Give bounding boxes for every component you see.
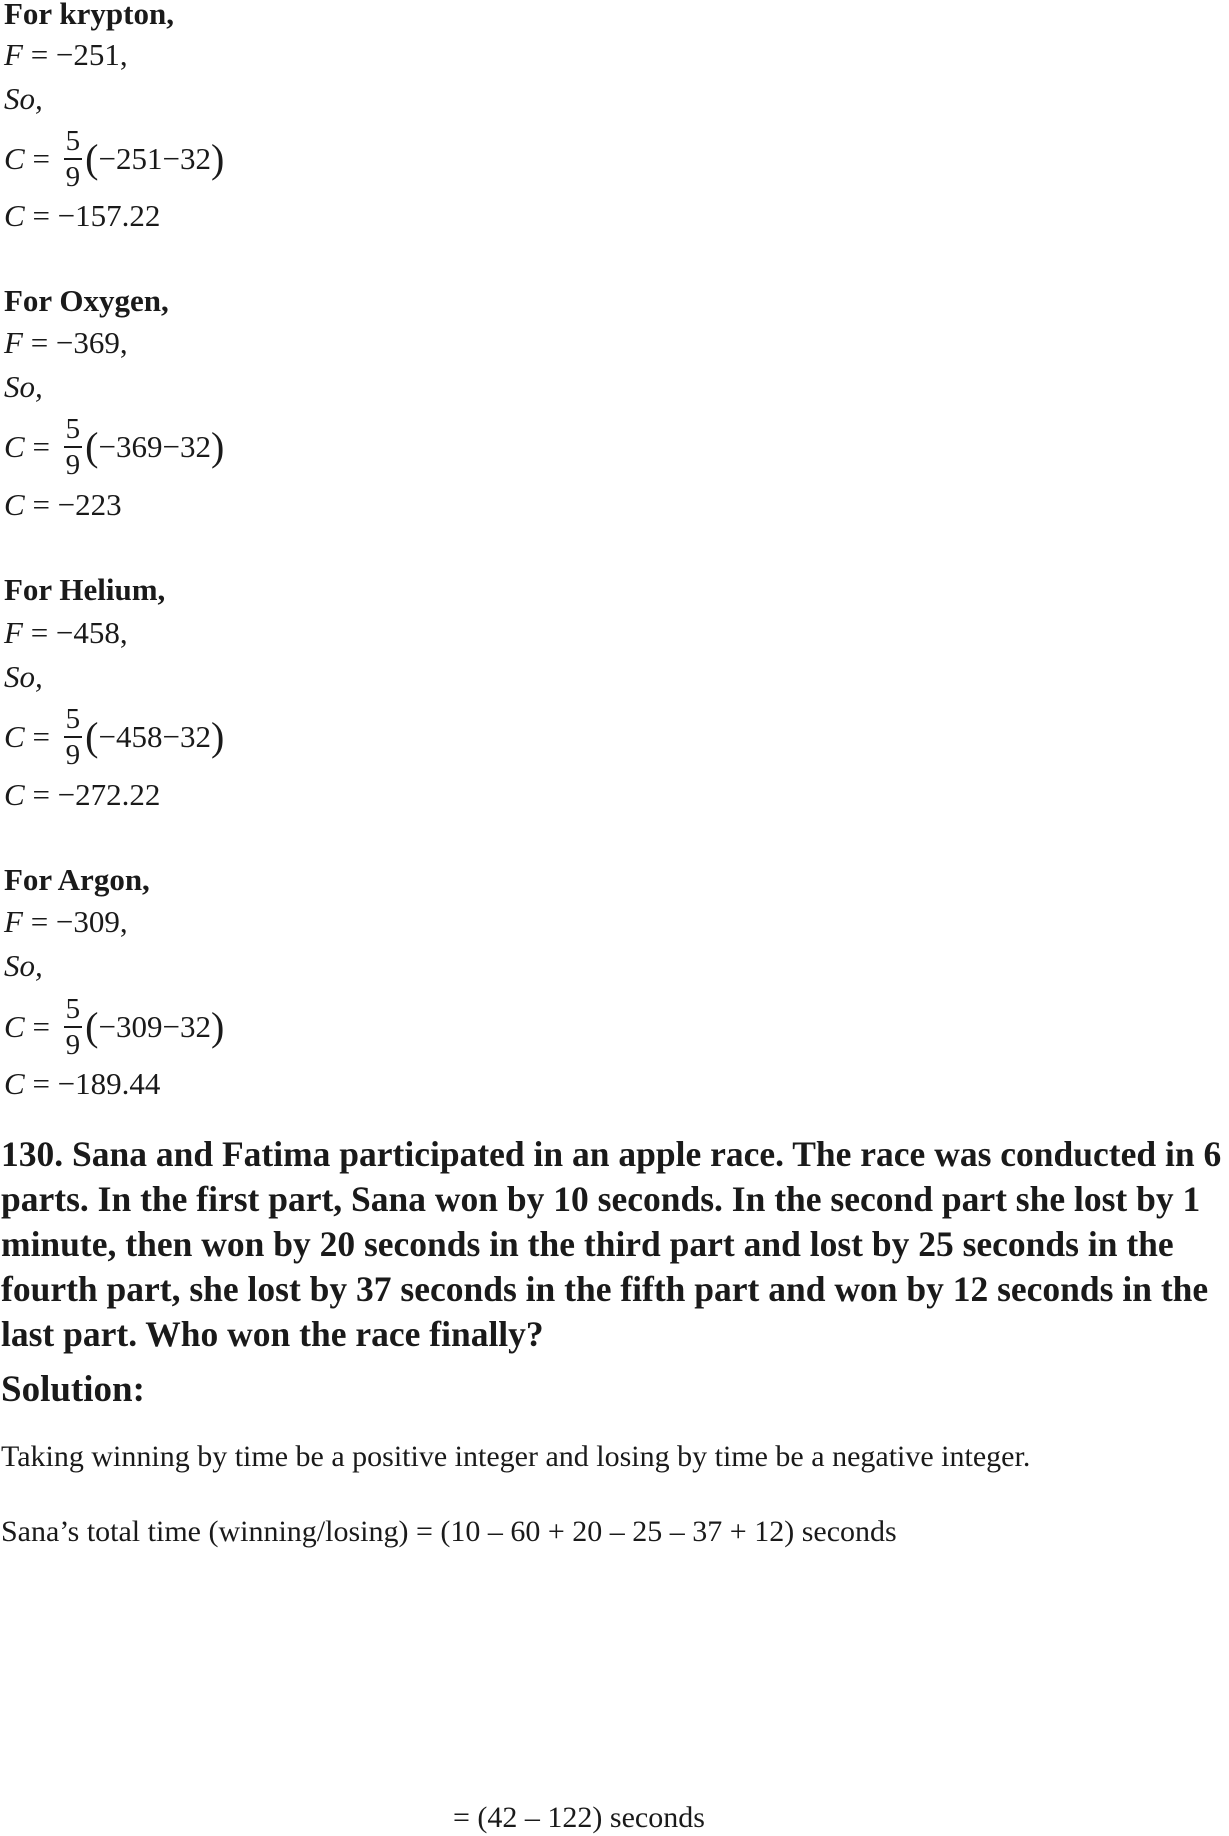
right-paren: ) — [210, 136, 225, 181]
argon-formula — [4, 993, 224, 1061]
solution-line-3: = (42 – 122) seconds — [453, 1801, 705, 1834]
fraction-numerator: 5 — [64, 413, 83, 448]
right-paren: ) — [210, 1004, 225, 1049]
argon-heading: For Argon, — [4, 862, 150, 897]
helium-f-line — [4, 615, 128, 651]
c-symbol: C — [4, 1009, 25, 1044]
left-paren: ( — [85, 424, 99, 469]
left-paren: ( — [85, 1004, 99, 1049]
krypton-formula — [4, 125, 224, 193]
krypton-result-line — [4, 198, 160, 234]
equals-sign: = — [24, 429, 58, 464]
right-paren: ) — [210, 714, 225, 759]
fraction-numerator: 5 — [64, 703, 83, 738]
solution-heading: Solution: — [1, 1369, 145, 1410]
helium-paren-expr: −458−32 — [98, 719, 211, 754]
solution-line-2: Sana’s total time (winning/losing) = (10 – 60 + 20 – 25 – 37 + 12) seconds — [1, 1515, 897, 1548]
fraction-denominator: 9 — [65, 449, 81, 481]
oxygen-result-line — [4, 487, 122, 523]
f-symbol: F — [4, 37, 23, 72]
fraction-five-ninths — [64, 993, 83, 1061]
fraction-denominator: 9 — [65, 161, 81, 193]
argon-result: −189.44 — [57, 1066, 161, 1101]
c-symbol: C — [4, 429, 25, 464]
argon-result-line — [4, 1066, 160, 1102]
question-130: 130. Sana and Fatima participated in an apple race. The race was conducted in 6 parts. In the first part, Sana won by 10 seconds. In the second part she lost by 1 minute, then won by 20 seconds in the third part and lost by 25 seconds in the fourth part, she lost by 37 seconds in the fifth part and won by 12 seconds in the last part. Who won the race finally? — [1, 1134, 1222, 1354]
equals-sign: = — [24, 777, 58, 812]
helium-heading: For Helium, — [4, 572, 166, 607]
krypton-f-line — [4, 37, 128, 73]
krypton-result: −157.22 — [57, 198, 161, 233]
oxygen-result: −223 — [57, 487, 122, 522]
equals-sign: = — [24, 1066, 58, 1101]
krypton-so: So, — [4, 81, 43, 116]
oxygen-f-value: −369, — [55, 325, 128, 360]
f-symbol: F — [4, 325, 23, 360]
left-paren: ( — [85, 136, 99, 181]
c-symbol: C — [4, 777, 25, 812]
equals-sign: = — [24, 719, 58, 754]
c-symbol: C — [4, 141, 25, 176]
c-symbol: C — [4, 487, 25, 522]
equals-sign: = — [24, 141, 58, 176]
oxygen-heading: For Oxygen, — [4, 283, 169, 318]
c-symbol: C — [4, 198, 25, 233]
left-paren: ( — [85, 714, 99, 759]
c-symbol: C — [4, 1066, 25, 1101]
equals-sign: = — [24, 487, 58, 522]
krypton-heading: For krypton, — [4, 0, 174, 31]
fraction-denominator: 9 — [65, 739, 81, 771]
oxygen-f-line — [4, 325, 128, 361]
oxygen-paren-expr: −369−32 — [98, 429, 211, 464]
equals-sign: = — [22, 904, 56, 939]
f-symbol: F — [4, 904, 23, 939]
solution-line-1: Taking winning by time be a positive integer and losing by time be a negative integer. — [1, 1440, 1031, 1473]
fraction-five-ninths — [64, 703, 83, 771]
fraction-five-ninths — [64, 413, 83, 481]
fraction-five-ninths — [64, 125, 83, 193]
argon-f-line — [4, 904, 128, 940]
helium-result-line — [4, 777, 160, 813]
fraction-numerator: 5 — [64, 993, 83, 1028]
equals-sign: = — [22, 615, 56, 650]
f-symbol: F — [4, 615, 23, 650]
krypton-f-value: −251, — [55, 37, 128, 72]
fraction-denominator: 9 — [65, 1029, 81, 1061]
argon-paren-expr: −309−32 — [98, 1009, 211, 1044]
krypton-paren-expr: −251−32 — [98, 141, 211, 176]
argon-f-value: −309, — [55, 904, 128, 939]
helium-formula — [4, 703, 224, 771]
helium-result: −272.22 — [57, 777, 161, 812]
equals-sign: = — [24, 198, 58, 233]
helium-so: So, — [4, 659, 43, 694]
oxygen-formula — [4, 413, 224, 481]
argon-so: So, — [4, 948, 43, 983]
helium-f-value: −458, — [55, 615, 128, 650]
equals-sign: = — [22, 325, 56, 360]
fraction-numerator: 5 — [64, 125, 83, 160]
right-paren: ) — [210, 424, 225, 469]
equals-sign: = — [22, 37, 56, 72]
c-symbol: C — [4, 719, 25, 754]
oxygen-so: So, — [4, 369, 43, 404]
equals-sign: = — [24, 1009, 58, 1044]
